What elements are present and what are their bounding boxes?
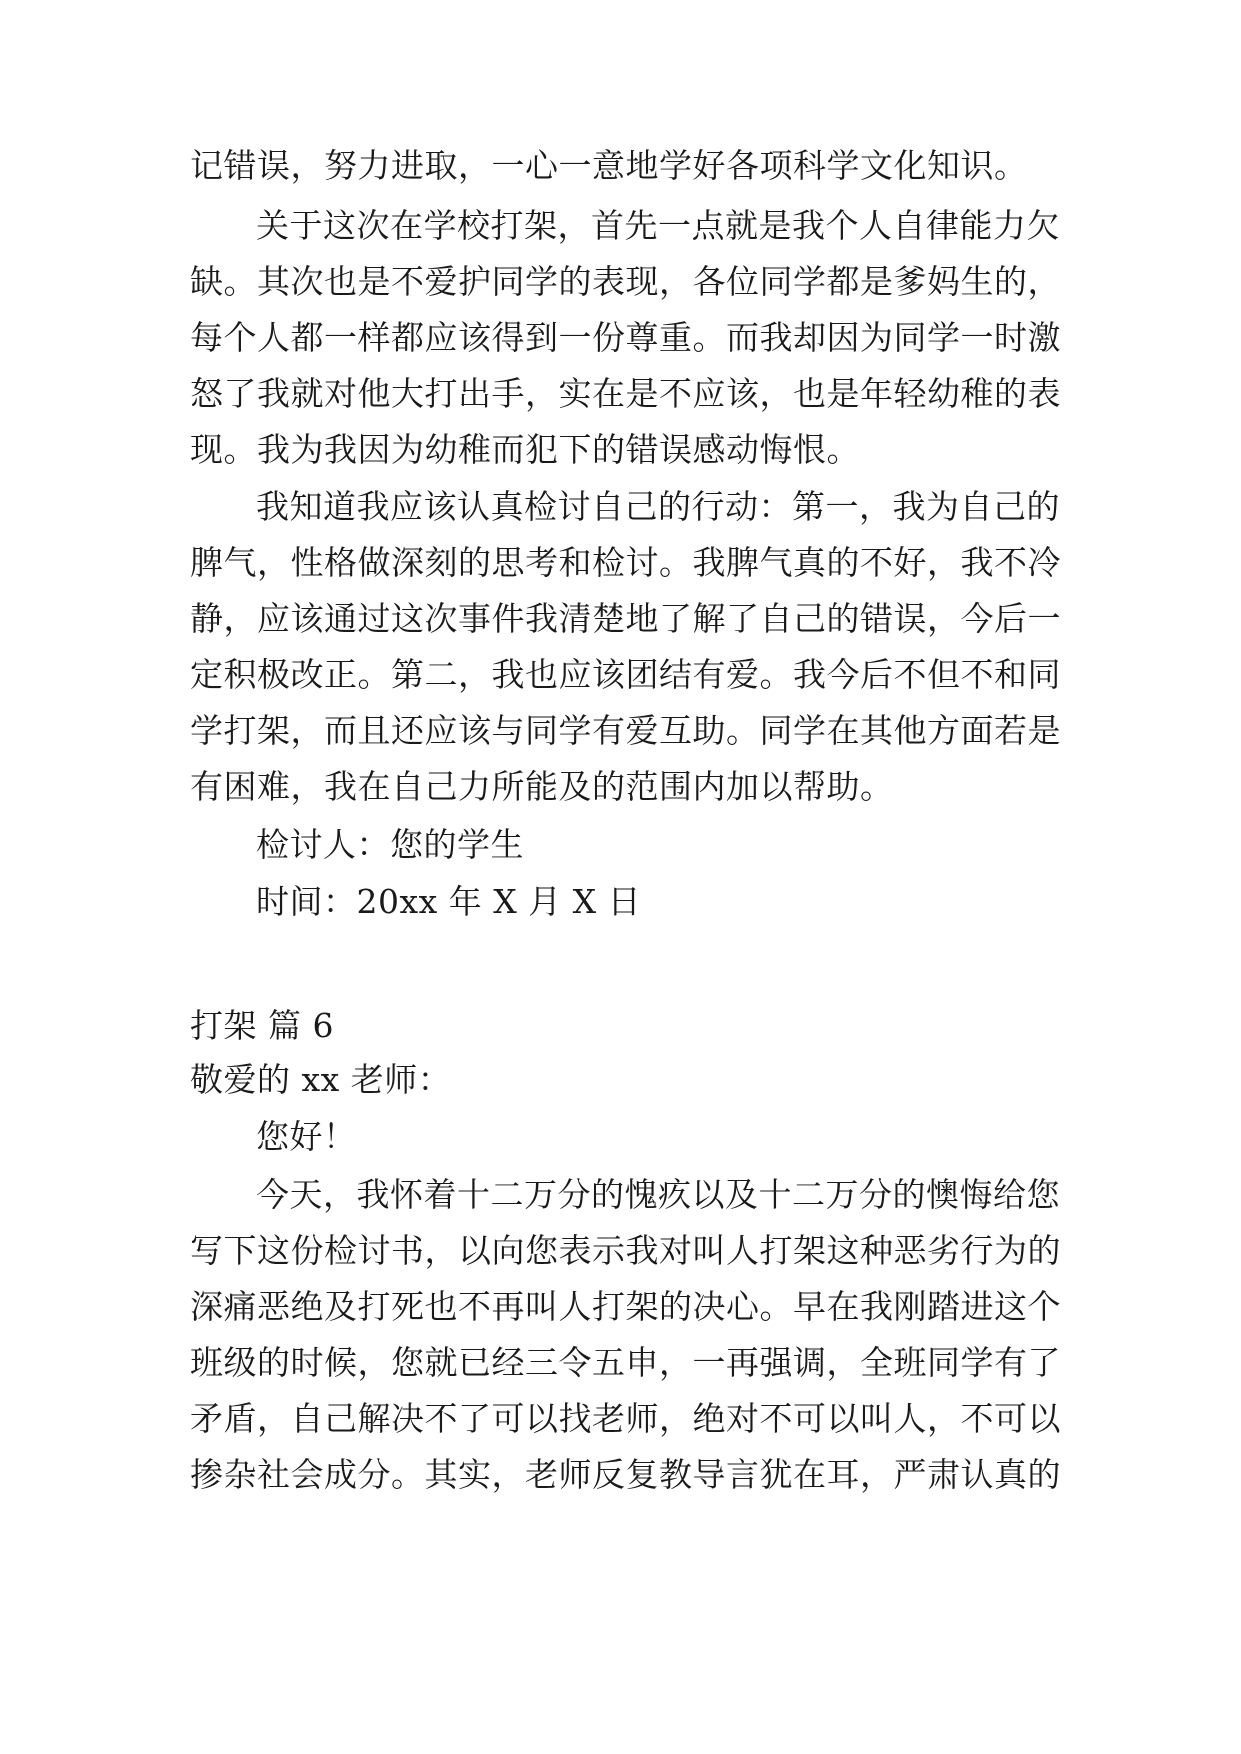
paragraph-line: 我知道我应该认真检讨自己的行动：第一，我为自己的 (256, 487, 1060, 526)
paragraph-line: 班级的时候，您就已经三令五申，一再强调，全班同学有了 (190, 1343, 1061, 1382)
paragraph-line: 现。我为我因为幼稚而犯下的错误感动悔恨。 (190, 430, 860, 469)
date-line: 时间：20xx 年 X 月 X 日 (256, 882, 642, 921)
paragraph-line: 掺杂社会成分。其实，老师反复教导言犹在耳，严肃认真的 (190, 1455, 1061, 1494)
paragraph-line: 怒了我就对他大打出手，实在是不应该，也是年轻幼稚的表 (190, 374, 1061, 413)
paragraph-line: 有困难，我在自己力所能及的范围内加以帮助。 (190, 767, 894, 806)
greeting: 您好！ (256, 1117, 357, 1156)
paragraph-line: 今天，我怀着十二万分的愧疚以及十二万分的懊悔给您 (256, 1175, 1060, 1214)
paragraph-line: 矛盾，自己解决不了可以找老师，绝对不可以叫人，不可以 (190, 1399, 1061, 1438)
paragraph-line: 深痛恶绝及打死也不再叫人打架的决心。早在我刚踏进这个 (190, 1287, 1061, 1326)
paragraph-line: 每个人都一样都应该得到一份尊重。而我却因为同学一时激 (190, 318, 1061, 357)
signer-line: 检讨人：您的学生 (256, 825, 524, 864)
salutation: 敬爱的 xx 老师： (190, 1060, 452, 1099)
paragraph-line: 记错误，努力进取，一心一意地学好各项科学文化知识。 (190, 146, 1028, 185)
paragraph-line: 静，应该通过这次事件我清楚地了解了自己的错误，今后一 (190, 599, 1061, 638)
paragraph-line: 定积极改正。第二，我也应该团结有爱。我今后不但不和同 (190, 655, 1061, 694)
section-heading: 打架 篇 6 (190, 1006, 334, 1045)
paragraph-line: 关于这次在学校打架，首先一点就是我个人自律能力欠 (256, 206, 1060, 245)
paragraph-line: 写下这份检讨书，以向您表示我对叫人打架这种恶劣行为的 (190, 1231, 1061, 1270)
paragraph-line: 缺。其次也是不爱护同学的表现，各位同学都是爹妈生的， (190, 262, 1061, 301)
paragraph-line: 学打架，而且还应该与同学有爱互助。同学在其他方面若是 (190, 711, 1061, 750)
paragraph-line: 脾气，性格做深刻的思考和检讨。我脾气真的不好，我不冷 (190, 543, 1061, 582)
